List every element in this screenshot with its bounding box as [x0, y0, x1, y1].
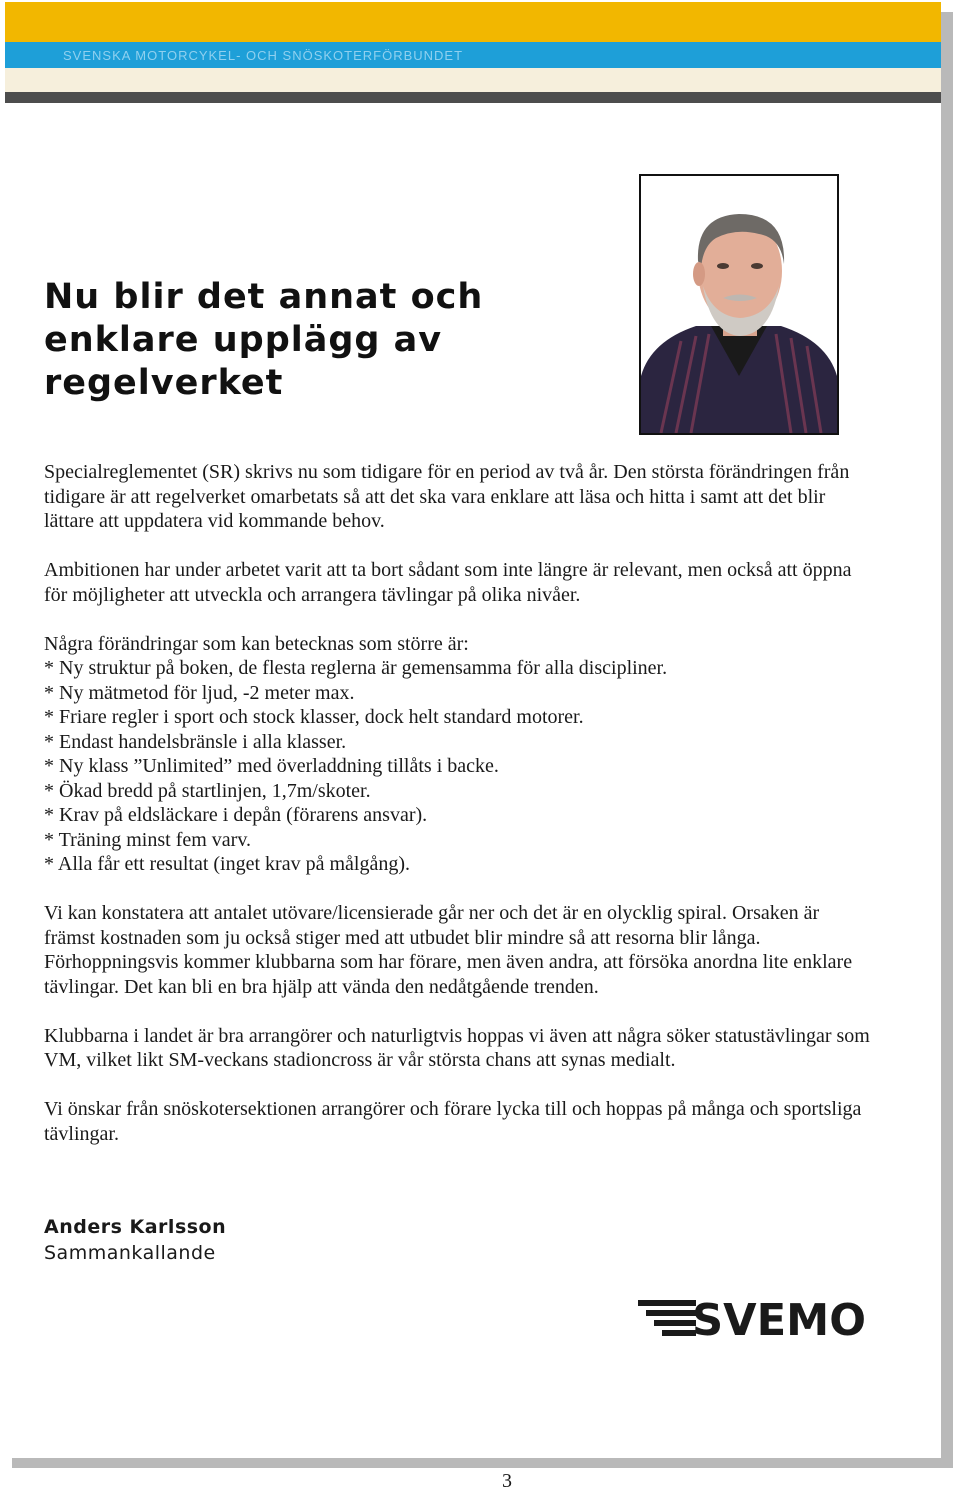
article-title: Nu blir det annat och enklare upplägg av regelverket: [44, 277, 484, 403]
author-role: Sammankallande: [44, 1242, 216, 1264]
paragraph: Vi kan konstatera att antalet utövare/licensierade går ner och det är en olycklig spiral. Orsaken är främst kostnaden som ju också stiger med att utbudet blir mindre så att resorna blir långa.: [44, 902, 820, 949]
author-photo: [639, 174, 839, 435]
svemo-logo: [638, 1297, 868, 1339]
change-item: * Krav på eldsläckare i depån (förarens ansvar).: [44, 804, 428, 826]
changes-intro: Några förändringar som kan betecknas som större är:: [44, 632, 469, 655]
paragraph: Vi önskar från snöskotersektionen arrangörer och förare lycka till och hoppas på många och sportsliga tävlingar.: [44, 1098, 862, 1145]
paragraph: Specialreglementet (SR) skrivs nu som tidigare för en period av två år. Den största förändringen från tidigare är att regelverket omarbetats så att det ska vara enklare att läsa och hitta i samt att det blir lättare att uppdatera vid kommande behov.: [44, 461, 850, 532]
header-cream-band: [5, 68, 941, 92]
portrait-illustration: [641, 176, 837, 433]
page-shadow: [12, 1458, 953, 1468]
paragraph: Förhoppningsvis kommer klubbarna som har förare, men även andra, att försöka anordna lite enklare tävlingar. Det kan bli en bra hjälp att vända den nedåtgående trenden.: [44, 951, 853, 998]
change-item: * Ny klass ”Unlimited” med överladdning tillåts i backe.: [44, 755, 499, 777]
change-item: * Träning minst fem varv.: [44, 828, 252, 851]
paragraph: Ambitionen har under arbetet varit att ta bort sådant som inte längre är relevant, men också att öppna för möjligheter att utveckla och arrangera tävlingar på olika nivåer.: [44, 559, 852, 606]
header-yellow-band: [5, 2, 941, 42]
change-item: * Ny mätmetod för ljud, -2 meter max.: [44, 681, 355, 704]
page-shadow: [941, 12, 953, 1468]
change-item: * Ökad bredd på startlinjen, 1,7m/skoter.: [44, 779, 371, 802]
paragraph: Klubbarna i landet är bra arrangörer och naturligtvis hoppas vi även att några söker statustävlingar som VM, vilket likt SM-veckans stadioncross är vår största chans att synas medialt.: [44, 1024, 870, 1071]
organization-name: SVENSKA MOTORCYKEL- OCH SNÖSKOTERFÖRBUNDET: [63, 47, 464, 63]
header-dark-band: [5, 92, 941, 103]
svg-text:SVEMO: SVEMO: [692, 1297, 866, 1339]
change-item: * Alla får ett resultat (inget krav på målgång).: [44, 853, 410, 875]
page-number: 3: [502, 1470, 512, 1492]
change-item: * Ny struktur på boken, de flesta reglerna är gemensamma för alla discipliner.: [44, 657, 668, 679]
author-name: Anders Karlsson: [44, 1216, 227, 1238]
change-item: * Endast handelsbränsle i alla klasser.: [44, 730, 347, 753]
change-item: * Friare regler i sport och stock klasser, dock helt standard motorer.: [44, 706, 584, 728]
article-body: [44, 460, 874, 1146]
